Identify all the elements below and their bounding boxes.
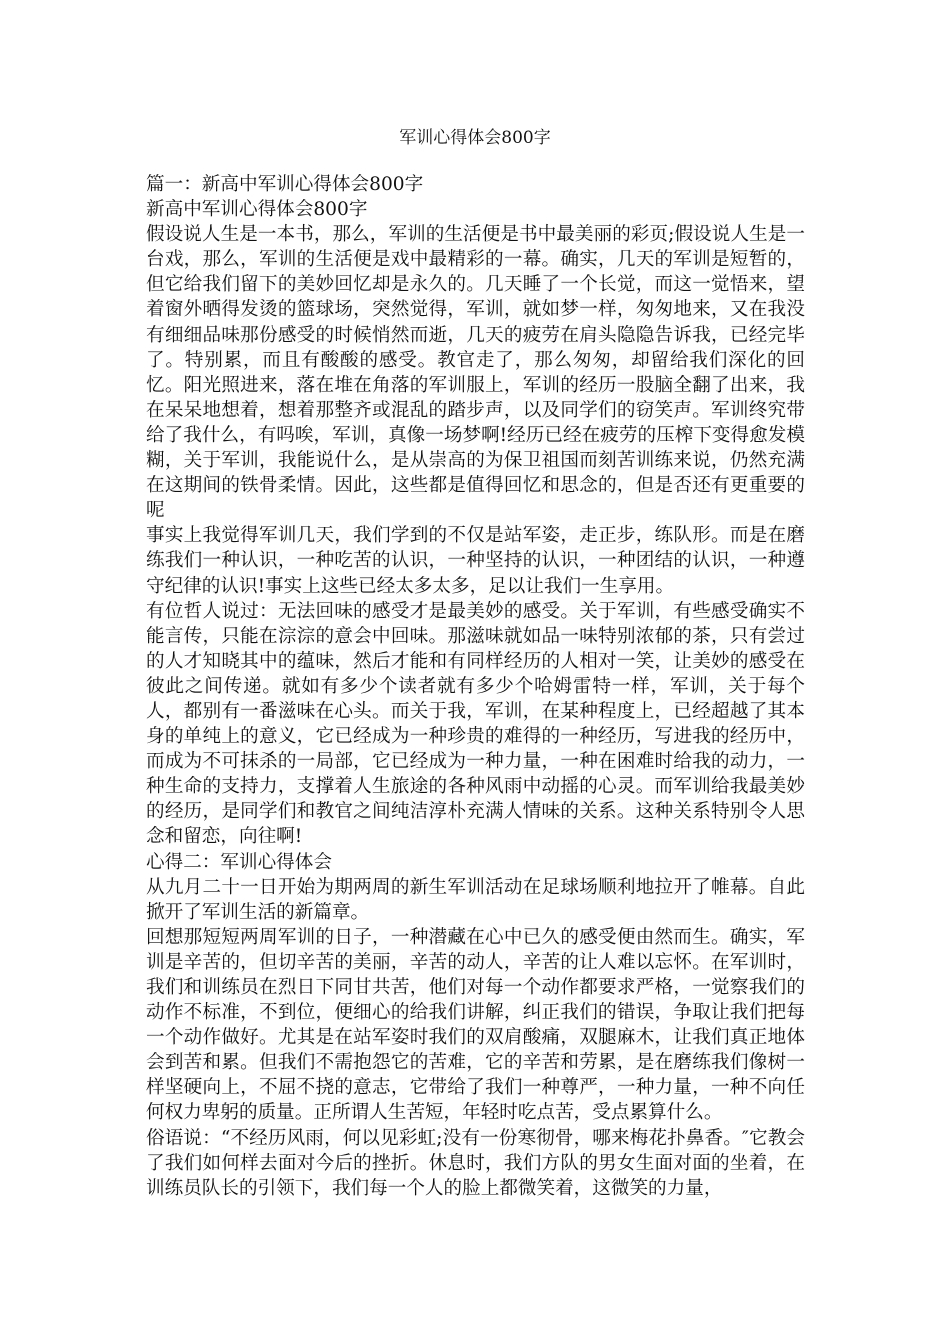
paragraph: 事实上我觉得军训几天，我们学到的不仅是站军姿，走正步，练队形。而是在磨练我们一种认识，一种吃苦的认识，一种坚持的认识，一种团结的认识，一种遵守纪律的认识!事实上这些已经太多太多，足以让我们一生享用。: [146, 525, 805, 597]
paragraph: 回想那短短两周军训的日子，一种潜藏在心中已久的感受便由然而生。确实，军训是辛苦的，但切辛苦的美丽，辛苦的动人，辛苦的让人难以忘怀。在军训时，我们和训练员在烈日下同甘共苦，他们对每一个动作都要求严格，一觉察我们的动作不标准，不到位，便细心的给我们讲解，纠正我们的错误，争取让我们把每一个动作做好。尤其是在站军姿时我们的双肩酸痛，双腿麻木，让我们真正地体会到苦和累。但我们不需抱怨它的苦难，它的辛苦和劳累，是在磨练我们像树一样坚硬向上，不屈不挠的意志，它带给了我们一种尊严，一种力量，一种不向任何权力卑躬的质量。正所谓人生苦短，年轻时吃点苦，受点累算什么。: [146, 926, 805, 1124]
document-title: 军训心得体会800字: [399, 128, 551, 148]
paragraph: 有位哲人说过：无法回味的感受才是最美妙的感受。关于军训，有些感受确实不能言传，只能在淙淙的意会中回味。那滋味就如品一味特别浓郁的茶，只有尝过的人才知晓其中的蕴味，然后才能和有同样经历的人相对一笑，让美妙的感受在彼此之间传递。就如有多少个读者就有多少个哈姆雷特一样，军训，关于每个人，都别有一番滋味在心头。而关于我，军训，在某种程度上，已经超越了其本身的单纯上的意义，它已经成为一种珍贵的难得的一种经历，写进我的经历中，而成为不可抹杀的一局部，它已经成为一种力量，一种在困难时给我的动力，一种生命的支持力，支撑着人生旅途的各种风雨中动摇的心灵。而军训给我最美妙的经历，是同学们和教官之间纯洁淳朴充满人情味的关系。这种关系特别令人思念和留恋，向往啊!: [146, 600, 805, 848]
subheading: 新高中军训心得体会800字: [146, 199, 368, 221]
paragraph: 假设说人生是一本书，那么，军训的生活便是书中最美丽的彩页;假设说人生是一台戏，那么，军训的生活便是戏中最精彩的一幕。确实，几天的军训是短暂的，但它给我们留下的美妙回忆却是永久的。几天睡了一个长觉，而这一觉悟来，望着窗外晒得发烫的篮球场，突然觉得，军训，就如梦一样，匆匆地来，又在我没有细细品味那份感受的时候悄然而逝，几天的疲劳在肩头隐隐告诉我，已经完毕了。特别累，而且有酸酸的感受。教官走了，那么匆匆，却留给我们深化的回忆。阳光照进来，落在堆在角落的军训服上，军训的经历一股脑全翻了出来，我在呆呆地想着，想着那整齐或混乱的踏步声，以及同学们的窃笑声。军训终究带给了我什么，有吗唉，军训，真像一场梦啊!经历已经在疲劳的压榨下变得愈发模糊，关于军训，我能说什么，是从崇高的为保卫祖国而刻苦训练来说，仍然充满在这期间的铁骨柔情。因此，这些都是值得回忆和思念的，但是否还有更重要的呢: [146, 224, 805, 522]
section-heading-1: 篇一：新高中军训心得体会800字: [146, 174, 424, 195]
document-body: [146, 172, 805, 1201]
paragraph: 俗语说：“不经历风雨，何以见彩虹;没有一份寒彻骨，哪来梅花扑鼻香。″它教会了我们如何样去面对今后的挫折。休息时，我们方队的男女生面对面的坐着，在训练员队长的引领下，我们每一个人的脸上都微笑着，这微笑的力量，: [146, 1127, 805, 1199]
section-heading-2: 心得二：军训心得体会: [146, 851, 332, 873]
paragraph: 从九月二十一日开始为期两周的新生军训活动在足球场顺利地拉开了帷幕。自此掀开了军训生活的新篇章。: [146, 876, 805, 923]
